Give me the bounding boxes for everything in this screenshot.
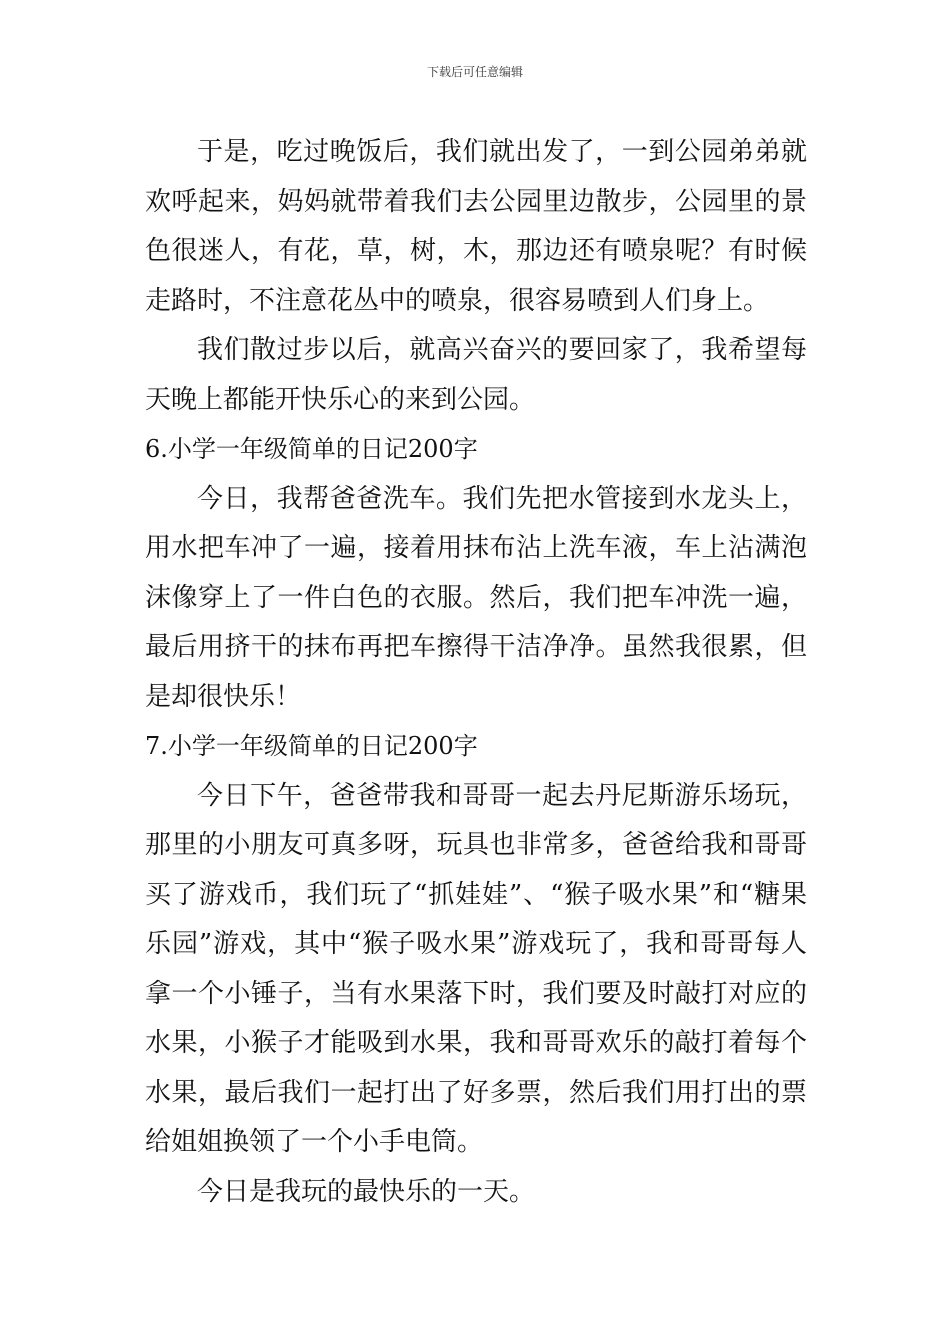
paragraph-car-wash: 今日，我帮爸爸洗车。我们先把水管接到水龙头上，用水把车冲了一遍，接着用抹布沾上洗车液，车上沾满泡沫像穿上了一件白色的衣服。然后，我们把车冲洗一遍，最后用挤干的抹布再把车擦得干洁净净。虽然我很累，但是却很快乐！: [145, 483, 807, 712]
paragraph-park-evening: 于是，吃过晚饭后，我们就出发了，一到公园弟弟就欢呼起来，妈妈就带着我们去公园里边散步，公园里的景色很迷人，有花，草，树，木，那边还有喷泉呢？有时候走路时，不注意花丛中的喷泉，很容易喷到人们身上。: [145, 137, 807, 316]
section-heading-6: 6.小学一年级简单的日记200字: [145, 435, 478, 463]
paragraph-amusement-park: 今日下午，爸爸带我和哥哥一起去丹尼斯游乐场玩，那里的小朋友可真多呀，玩具也非常多，爸爸给我和哥哥买了游戏币，我们玩了“抓娃娃”、“猴子吸水果”和“糖果乐园”游戏，其中“猴子吸水果”游戏玩了，我和哥哥每人拿一个小锤子，当有水果落下时，我们要及时敲打对应的水果，小猴子才能吸到水果，我和哥哥欢乐的敲打着每个水果，最后我们一起打出了好多票，然后我们用打出的票给姐姐换领了一个小手电筒。: [145, 780, 807, 1157]
section-heading-7: 7.小学一年级简单的日记200字: [145, 732, 478, 760]
paragraph-park-return: 我们散过步以后，就高兴奋兴的要回家了，我希望每天晚上都能开快乐心的来到公园。: [145, 335, 807, 415]
paragraph-happiest-day: 今日是我玩的最快乐的一天。: [197, 1176, 536, 1207]
document-body: [145, 128, 807, 1217]
page-header-note: 下载后可任意编辑: [426, 65, 523, 79]
